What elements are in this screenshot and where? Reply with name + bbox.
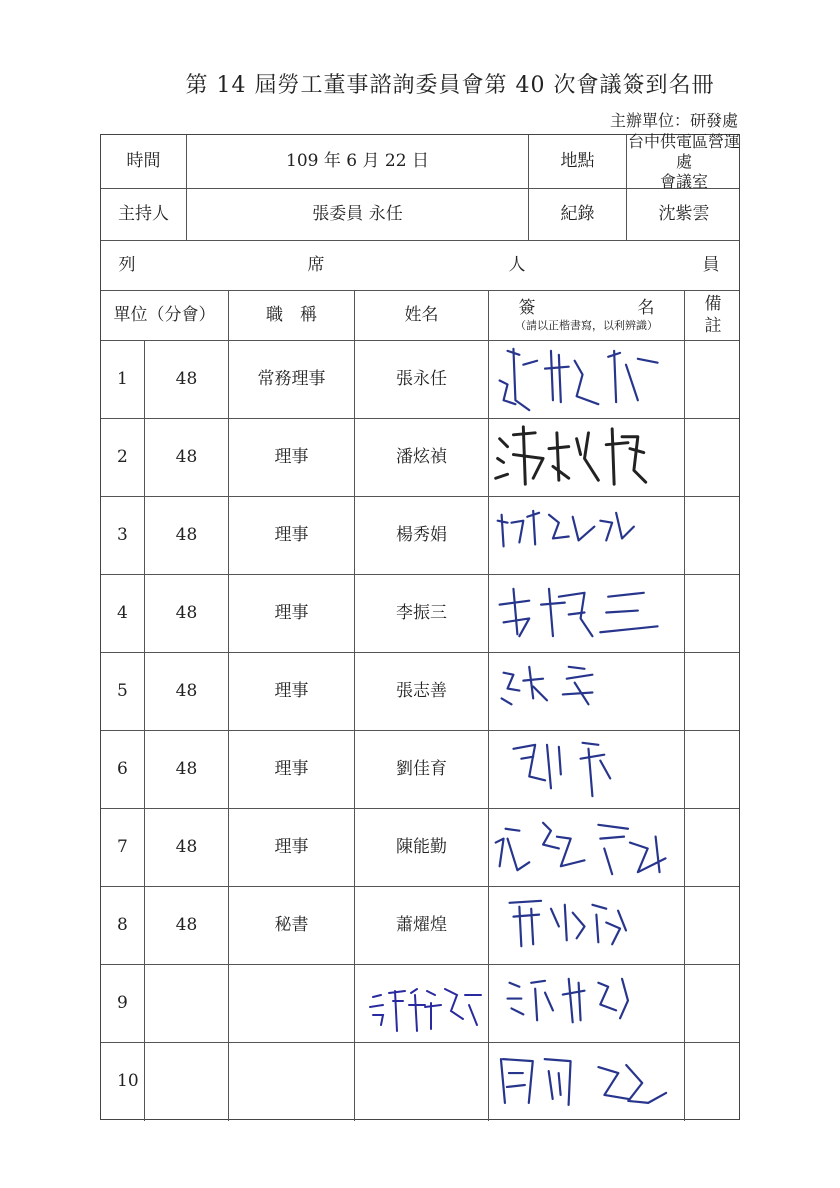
- recorder-label: 紀錄: [529, 189, 627, 240]
- row-unit: [145, 965, 229, 1042]
- table-row: [101, 887, 739, 965]
- row-name: 李振三: [355, 575, 489, 652]
- meeting-date: 109 年 6 月 22 日: [187, 135, 529, 188]
- meeting-host: 張委員 永任: [187, 189, 529, 240]
- row-unit: 48: [145, 497, 229, 574]
- row-number: 4: [101, 575, 145, 652]
- col-title: 職 稱: [229, 291, 355, 340]
- row-number: 9: [101, 965, 145, 1042]
- attendees-header-3: 人: [508, 254, 526, 275]
- row-title: 理事: [229, 497, 355, 574]
- row-number: 10: [101, 1043, 145, 1121]
- place-label: 地點: [529, 135, 627, 188]
- col-sign: [489, 291, 685, 340]
- row-signature: [489, 887, 685, 964]
- row-remark: [685, 341, 741, 418]
- handwritten-signature: [489, 887, 684, 964]
- row-unit: 48: [145, 653, 229, 730]
- table-row: [101, 653, 739, 731]
- handwritten-signature: [489, 575, 684, 652]
- row-name: 張永任: [355, 341, 489, 418]
- row-remark: [685, 1043, 741, 1121]
- col-sign-note: （請以正楷書寫，以利辨識）: [515, 319, 658, 333]
- row-number: 7: [101, 809, 145, 886]
- handwritten-signature: [489, 419, 684, 496]
- row-unit: 48: [145, 419, 229, 496]
- col-remark: 備 註: [704, 294, 722, 336]
- time-place-row: [101, 131, 740, 191]
- row-title: [229, 965, 355, 1042]
- row-remark: [685, 965, 741, 1042]
- col-unit: 單位（分會）: [101, 291, 229, 340]
- attendees-header: [101, 241, 739, 291]
- row-number: 5: [101, 653, 145, 730]
- handwritten-signature: [489, 809, 684, 886]
- row-title: 理事: [229, 731, 355, 808]
- handwritten-signature: [489, 497, 684, 574]
- attendees-header-4: 員: [702, 254, 720, 275]
- row-name: [355, 1043, 489, 1121]
- row-name: 潘炫禎: [355, 419, 489, 496]
- row-signature: [489, 809, 685, 886]
- table-row: [101, 497, 739, 575]
- page-title: 第 14 屆勞工董事諮詢委員會第 40 次會議簽到名冊: [185, 73, 715, 98]
- col-sign-label: 簽 名: [518, 298, 655, 318]
- time-label: 時間: [101, 135, 187, 188]
- row-title: 理事: [229, 575, 355, 652]
- row-signature: [489, 497, 685, 574]
- row-signature: [489, 1043, 685, 1121]
- row-number: 1: [101, 341, 145, 418]
- row-name: 陳能勤: [355, 809, 489, 886]
- row-title: 理事: [229, 419, 355, 496]
- row-title: 理事: [229, 653, 355, 730]
- meeting-place: 台中供電區營運處 會議室: [627, 131, 740, 191]
- row-remark: [685, 419, 741, 496]
- row-name: 張志善: [355, 653, 489, 730]
- row-name: 楊秀娟: [355, 497, 489, 574]
- row-title: [229, 1043, 355, 1121]
- row-signature: [489, 419, 685, 496]
- row-remark: [685, 575, 741, 652]
- row-unit: 48: [145, 341, 229, 418]
- sign-in-sheet: [100, 131, 740, 1120]
- table-row: [101, 1043, 739, 1121]
- column-header-row: [101, 291, 739, 341]
- row-remark: [685, 731, 741, 808]
- row-remark: [685, 653, 741, 730]
- row-unit: 48: [145, 887, 229, 964]
- row-unit: 48: [145, 575, 229, 652]
- table-row: [101, 731, 739, 809]
- row-remark: [685, 887, 741, 964]
- row-name: 劉佳育: [355, 731, 489, 808]
- handwritten-signature: [489, 965, 684, 1042]
- row-number: 6: [101, 731, 145, 808]
- table-row: [101, 419, 739, 497]
- handwritten-signature: [489, 341, 684, 418]
- row-signature: [489, 341, 685, 418]
- col-name: 姓名: [355, 291, 489, 340]
- row-signature: [489, 575, 685, 652]
- attendees-header-2: 席: [307, 254, 325, 275]
- handwritten-name-signature: [365, 975, 485, 1045]
- row-signature: [489, 965, 685, 1042]
- organizer-label: 主辦單位：研發處: [609, 111, 738, 130]
- row-unit: 48: [145, 731, 229, 808]
- handwritten-signature: [489, 731, 684, 808]
- meeting-recorder: 沈紫雲: [658, 203, 710, 224]
- table-row: [101, 575, 739, 653]
- row-unit: [145, 1043, 229, 1121]
- handwritten-signature: [489, 1043, 684, 1121]
- table-row: [101, 341, 739, 419]
- host-label: 主持人: [101, 189, 187, 240]
- row-title: 秘書: [229, 887, 355, 964]
- row-name: 蕭燿煌: [355, 887, 489, 964]
- attendees-header-1: 列: [118, 254, 136, 275]
- handwritten-signature: [489, 653, 684, 730]
- row-unit: 48: [145, 809, 229, 886]
- row-number: 8: [101, 887, 145, 964]
- row-remark: [685, 809, 741, 886]
- row-title: 常務理事: [229, 341, 355, 418]
- row-remark: [685, 497, 741, 574]
- row-title: 理事: [229, 809, 355, 886]
- row-signature: [489, 653, 685, 730]
- row-number: 3: [101, 497, 145, 574]
- host-recorder-row: [101, 189, 739, 241]
- row-number: 2: [101, 419, 145, 496]
- row-signature: [489, 731, 685, 808]
- table-row: [101, 809, 739, 887]
